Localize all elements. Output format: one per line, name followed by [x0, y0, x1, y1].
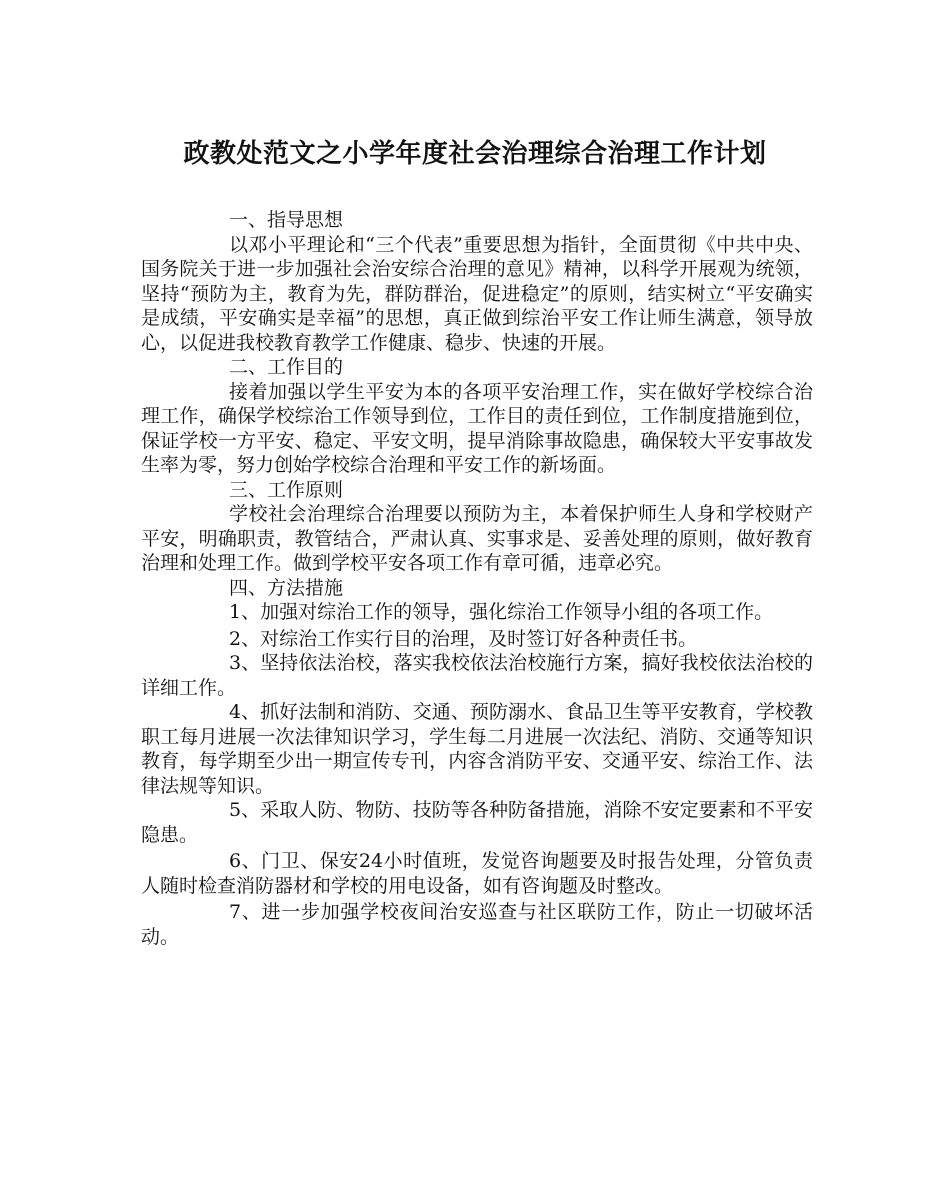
document-body: [141, 208, 813, 949]
section-heading-work-principle: 三、工作原则: [229, 478, 344, 501]
list-item-measure-2: 2、对综治工作实行目的治理，及时签订好各种责任书。: [229, 627, 698, 650]
section-heading-guiding-ideology: 一、指导思想: [229, 209, 344, 231]
list-item-measure-6: 6、门卫、保安24小时值班，发觉咨询题要及时报告处理，分管负责人随时检查消防器材和学校的用电设备，如有咨询题及时整改。: [141, 850, 813, 897]
list-item-measure-4: 4、抓好法制和消防、交通、预防溺水、食品卫生等平安教育，学校教职工每月进展一次法律知识学习，学生每二月进展一次法纪、消防、交通等知识教育，每学期至少出一期宣传专刊，内容含消防平安、交通平安、综治工作、法律法规等知识。: [141, 701, 813, 797]
list-item-measure-1: 1、加强对综治工作的领导，强化综治工作领导小组的各项工作。: [229, 601, 774, 623]
list-item-measure-7: 7、进一步加强学校夜间治安巡查与社区联防工作，防止一切破坏活动。: [141, 901, 813, 948]
paragraph: 以邓小平理论和“三个代表”重要思想为指针，全面贯彻《中共中央、国务院关于进一步加强社会治安综合治理的意见》精神，以科学开展观为统领，坚持“预防为主，教育为先，群防群治，促进稳定”的原则，结实树立“平安确实是成绩，平安确实是幸福”的思想，真正做到综治平安工作让师生满意，领导放心，以促进我校教育教学工作健康、稳步、快速的开展。: [141, 233, 813, 354]
paragraph: 接着加强以学生平安为本的各项平安治理工作，实在做好学校综合治理工作，确保学校综治工作领导到位，工作目的责任到位，工作制度措施到位，保证学校一方平安、稳定、平安文明，提早消除事故隐患，确保较大平安事故发生率为零，努力创始学校综合治理和平安工作的新场面。: [141, 380, 813, 476]
document-title: 政教处范文之小学年度社会治理综合治理工作计划: [183, 139, 767, 169]
list-item-measure-3: 3、坚持依法治校，落实我校依法治校施行方案，搞好我校依法治校的详细工作。: [141, 652, 813, 699]
paragraph: 学校社会治理综合治理要以预防为主，本着保护师生人身和学校财产平安，明确职责，教管结合，严肃认真、实事求是、妥善处理的原则，做好教育治理和处理工作。做到学校平安各项工作有章可循，违章必究。: [141, 503, 813, 574]
section-heading-methods-measures: 四、方法措施: [229, 576, 344, 599]
section-heading-work-goal: 二、工作目的: [229, 356, 344, 378]
list-item-measure-5: 5、采取人防、物防、技防等各种防备措施，消除不安定要素和不平安隐患。: [141, 799, 813, 846]
